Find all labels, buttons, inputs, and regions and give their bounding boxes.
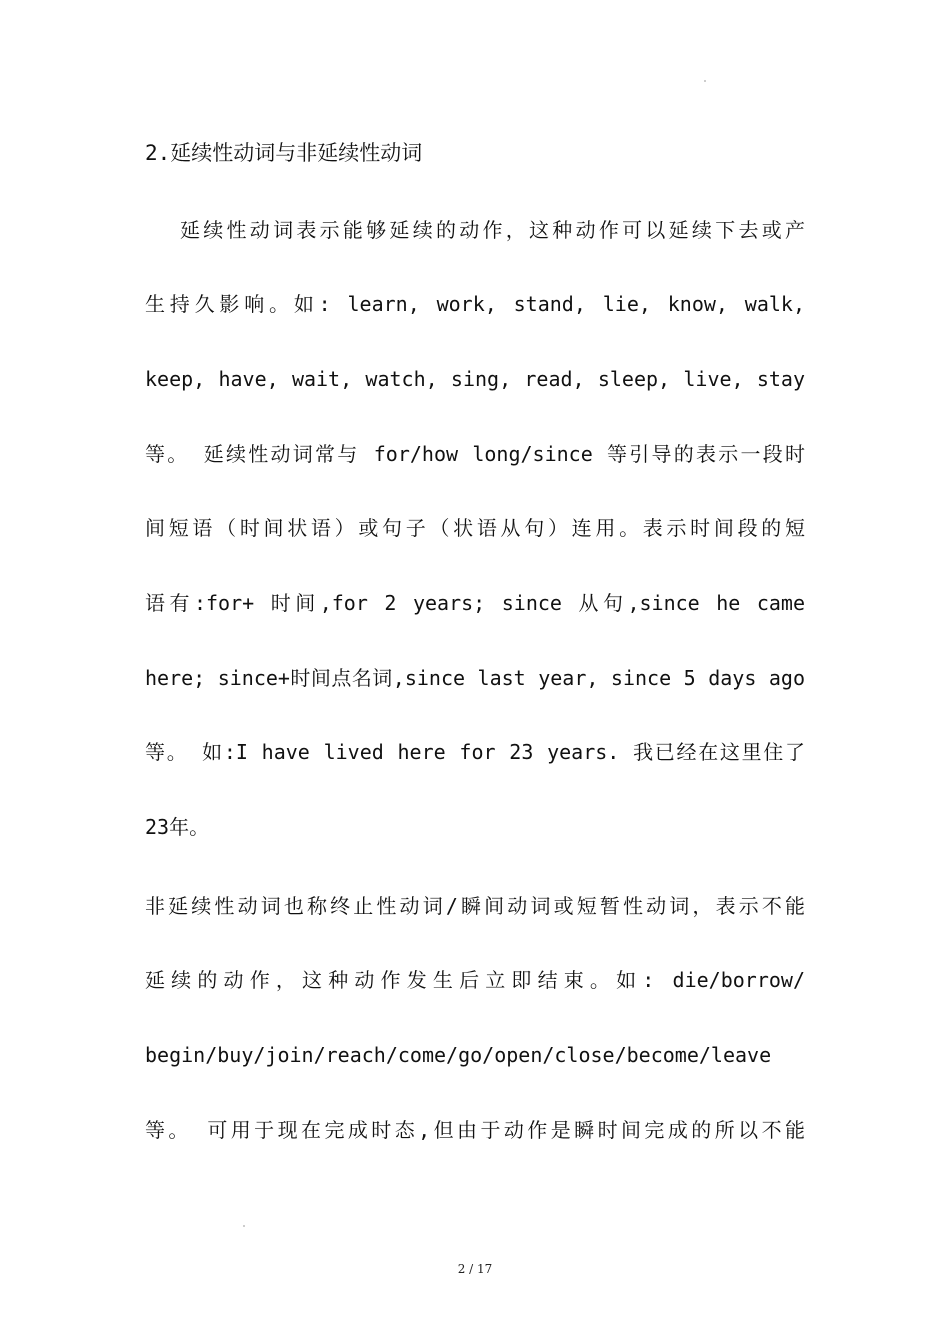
body-line-7: here; since+时间点名词,since last year, since 5 days ago bbox=[145, 666, 805, 690]
page-number: 2 / 17 bbox=[457, 1262, 493, 1276]
body-line-2: 生持久影响。如: learn, work, stand, lie, know, walk, bbox=[145, 292, 805, 316]
body-line-10: 非延续性动词也称终止性动词/瞬间动词或短暂性动词，表示不能 bbox=[145, 894, 805, 918]
body-line-11: 延续的动作，这种动作发生后立即结束。如: die/borrow/ bbox=[145, 968, 805, 992]
body-line-5: 间短语（时间状语）或句子（状语从句）连用。表示时间段的短 bbox=[145, 516, 805, 540]
body-line-12: begin/buy/join/reach/come/go/open/close/become/leave bbox=[145, 1043, 772, 1067]
body-line-6: 语有:for+ 时间,for 2 years; since 从句,since he came bbox=[145, 591, 805, 615]
scan-speck-top bbox=[704, 80, 706, 82]
body-line-3: keep, have, wait, watch, sing, read, sleep, live, stay bbox=[145, 367, 805, 391]
body-line-4: 等。 延续性动词常与 for/how long/since 等引导的表示一段时 bbox=[145, 442, 805, 466]
body-line-8: 等。 如:I have lived here for 23 years. 我已经在这里住了 bbox=[145, 740, 805, 764]
scan-speck-bottom bbox=[243, 1225, 245, 1227]
section-heading: 2.延续性动词与非延续性动词 bbox=[145, 141, 423, 165]
body-line-1: 延续性动词表示能够延续的动作，这种动作可以延续下去或产 bbox=[180, 218, 805, 242]
body-line-9: 23年。 bbox=[145, 815, 210, 839]
body-line-13: 等。 可用于现在完成时态,但由于动作是瞬时间完成的所以不能 bbox=[145, 1118, 805, 1142]
